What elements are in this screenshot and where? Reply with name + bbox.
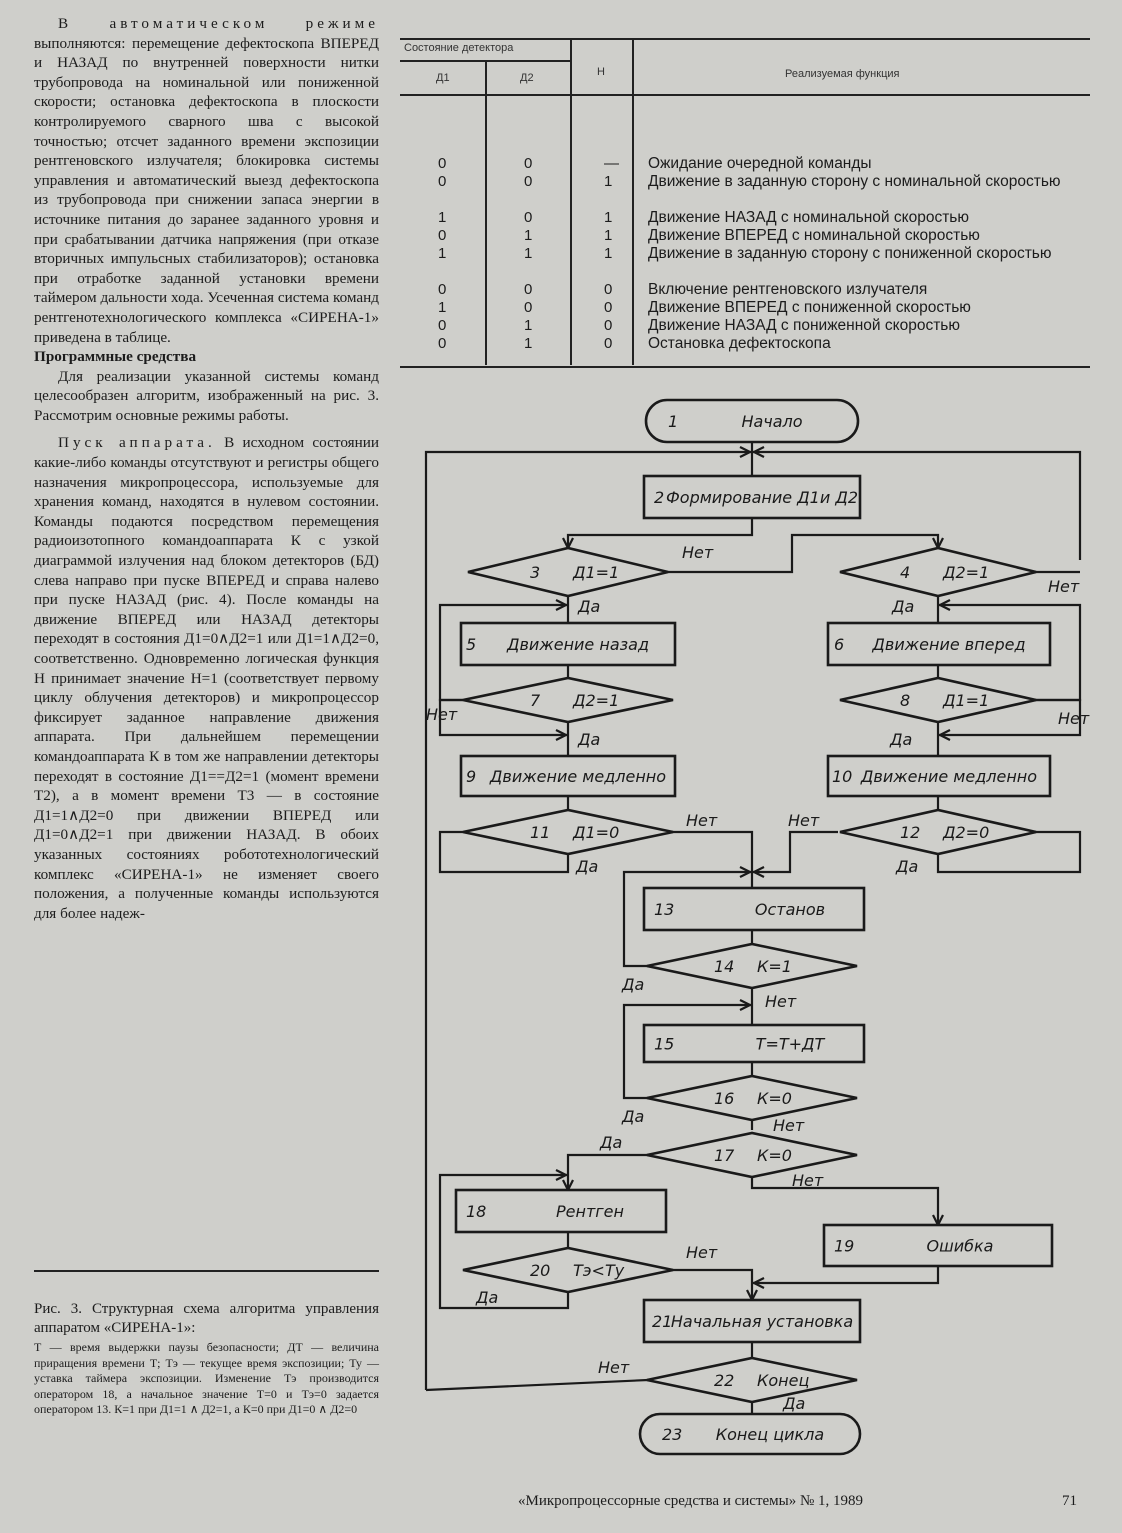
no-label: Нет — [792, 1171, 824, 1190]
table-cell-d2: 1 — [524, 227, 533, 244]
table-group-header: Состояние детектора — [404, 42, 514, 54]
step-number: 18 — [466, 1202, 487, 1221]
yes-label: Да — [476, 1288, 499, 1307]
step-label: К=0 — [757, 1089, 792, 1108]
yes-label: Да — [622, 1107, 645, 1126]
table-cell-function: Движение НАЗАД с номинальной скоростью — [648, 209, 970, 226]
table-cell-h: 0 — [604, 299, 613, 316]
step-label: Движение назад — [506, 635, 650, 654]
table-header-d1: Д1 — [436, 72, 450, 84]
flow-connector — [568, 518, 752, 548]
step-label: Д1=1 — [943, 691, 990, 710]
no-label: Нет — [598, 1358, 630, 1377]
step-number: 14 — [714, 957, 735, 976]
caption-notes: Т — время выдержки паузы безопасности; ДТ — величина приращения времени Т; Тэ — текущее время экспозиции; Ту — уставка таймера экспозиции. Изменение Тэ производится оператором 18, а начальное значение Т=0 и Тэ=0 задается оператором 13. К=1 при Д1=1 ∧ Д2=1, а К=0 при Д1=0 ∧ Д2=0 — [34, 1340, 379, 1416]
step-label: Конец цикла — [715, 1425, 825, 1444]
table-cell-function: Ожидание очередной команды — [648, 155, 872, 172]
table-cell-d1: 0 — [438, 173, 447, 190]
yes-label: Да — [896, 857, 919, 876]
step-label: Движение медленно — [489, 767, 667, 786]
step-label: К=0 — [757, 1146, 792, 1165]
table-cell-d1: 0 — [438, 335, 447, 352]
no-label: Нет — [788, 811, 820, 830]
step-label: Останов — [754, 900, 826, 919]
table-cell-function: Движение НАЗАД с пониженной скоростью — [648, 317, 960, 334]
table-cell-d1: 1 — [438, 245, 447, 262]
table-cell-d2: 0 — [524, 155, 533, 172]
table-cell-d2: 1 — [524, 317, 533, 334]
step-number: 21 — [652, 1312, 673, 1331]
step-number: 9 — [466, 767, 477, 786]
table-cell-h: 1 — [604, 227, 613, 244]
table-cell-h: — — [604, 155, 619, 172]
table-header-function: Реализуемая функция — [785, 68, 900, 80]
decision-diamond-n4 — [840, 548, 1036, 596]
table-cell-d1: 0 — [438, 155, 447, 172]
no-label: Нет — [686, 811, 718, 830]
step-number: 10 — [832, 767, 853, 786]
step-label: Д1=0 — [573, 823, 620, 842]
table-cell-h: 1 — [604, 209, 613, 226]
table-cell-d2: 0 — [524, 281, 533, 298]
table-cell-d1: 0 — [438, 281, 447, 298]
no-label: Нет — [426, 705, 458, 724]
step-number: 20 — [530, 1261, 551, 1280]
flow-connector — [752, 1177, 938, 1225]
no-label: Нет — [1058, 709, 1090, 728]
step-label: К=1 — [757, 957, 792, 976]
decision-diamond-n12 — [840, 810, 1036, 854]
step-label: Д2=1 — [573, 691, 620, 710]
table-cell-d2: 1 — [524, 245, 533, 262]
step-number: 15 — [654, 1034, 675, 1054]
flow-connector — [426, 1380, 648, 1390]
table-cell-function: Включение рентгеновского излучателя — [648, 281, 928, 298]
step-number: 22 — [714, 1371, 735, 1390]
page-number: 71 — [1062, 1493, 1077, 1509]
table-cell-h: 0 — [604, 281, 613, 298]
table-cell-d2: 0 — [524, 299, 533, 316]
step-number: 23 — [662, 1425, 683, 1444]
no-label: Нет — [1048, 577, 1080, 596]
flow-connector — [668, 1270, 752, 1300]
step-label: Т=Т+ДТ — [755, 1034, 825, 1054]
yes-label: Да — [892, 597, 915, 616]
table-cell-d2: 1 — [524, 335, 533, 352]
process-box-n15 — [644, 1025, 864, 1062]
table-cell-function: Остановка дефектоскопа — [648, 335, 831, 352]
flow-connector — [752, 1266, 938, 1283]
step-number: 3 — [530, 563, 541, 582]
step-label: Начальная установка — [670, 1312, 854, 1331]
para3-text: В исходном состоянии какие-либо команды отсутствуют и регистры общего назначения микропроцессора, используемые для хранения команд, находятся в нулевом состоянии. Команды подаются посредством перемещения радиоизотопного командоаппарата К с узкой диаграммой излучения над блоком детекторов (БД) слева направо при пуске ВПЕРЕД и справа налево при пуске НАЗАД (рис. 4). После команды на движение ВПЕРЕД или НАЗАД детекторы переходят в состояния Д1=0∧Д2=1 или Д1=1∧Д2=0, соответственно. Одновременно логическая функция Н принимает значение Н=1 (соответствует первому циклу облучения детекторов) и микропроцессор фиксирует заданное направление движения аппарата. При дальнейшем перемещении командоаппарата К в том же направлении детекторы переходят в состояние Д1==Д2=1 (момент времени Т2), а в момент времени Т3 — в состояние Д1=1∧Д2=0 при движении ВПЕРЕД или Д1=0∧Д2=1 при движении НАЗАД. В обоих указанных состояниях робототехнологический комплекс «СИРЕНА-1» не изменяет своего положения, а полученные команды используются для более надеж- — [34, 434, 379, 922]
table-cell-h: 0 — [604, 317, 613, 334]
table-cell-d1: 0 — [438, 227, 447, 244]
yes-label: Да — [578, 597, 601, 616]
flow-connector — [668, 832, 752, 888]
step-number: 2 — [654, 488, 665, 507]
decision-diamond-n17 — [647, 1133, 857, 1177]
step-label: Движение медленно — [860, 767, 1038, 786]
intro-lead: В автоматическом режиме — [58, 15, 379, 32]
no-label: Нет — [682, 543, 714, 562]
table-cell-function: Движение в заданную сторону с номинальной скоростью — [648, 173, 1061, 190]
yes-label: Да — [578, 730, 601, 749]
step-number: 7 — [530, 691, 541, 710]
section-heading: Программные средства — [34, 348, 197, 366]
yes-label: Да — [622, 975, 645, 994]
decision-diamond-n16 — [647, 1076, 857, 1120]
decision-diamond-n22 — [647, 1358, 857, 1402]
step-label: Д2=0 — [943, 823, 990, 842]
decision-diamond-n14 — [647, 944, 857, 988]
no-label: Нет — [765, 992, 797, 1011]
step-label: Рентген — [556, 1202, 624, 1221]
decision-diamond-n8 — [840, 678, 1036, 722]
yes-label: Да — [576, 857, 599, 876]
yes-label: Да — [890, 730, 913, 749]
step-number: 16 — [714, 1089, 735, 1108]
step-label: Движение вперед — [872, 635, 1026, 654]
decision-diamond-n7 — [463, 678, 673, 722]
table-header-d2: Д2 — [520, 72, 534, 84]
yes-label: Да — [600, 1133, 623, 1152]
table-cell-d2: 0 — [524, 209, 533, 226]
paragraph-2: Для реализации указанной системы команд целесообразен алгоритм, изображенный на рис. 3. Рассмотрим основные режимы работы. — [34, 367, 379, 424]
step-number: 6 — [834, 635, 845, 654]
table-cell-d2: 0 — [524, 173, 533, 190]
step-number: 5 — [466, 635, 477, 654]
step-label: Тэ<Ту — [573, 1261, 625, 1280]
caption-title: Рис. 3. Структурная схема алгоритма управления аппаратом «СИРЕНА-1»: — [34, 1301, 379, 1336]
flow-connector — [568, 1155, 648, 1190]
step-label: Конец — [757, 1371, 810, 1390]
step-number: 13 — [654, 900, 675, 919]
decision-diamond-n11 — [463, 810, 673, 854]
step-number: 11 — [530, 823, 551, 842]
table-cell-function: Движение в заданную сторону с пониженной скоростью — [648, 245, 1052, 262]
step-label: Д1=1 — [573, 563, 620, 582]
step-number: 12 — [900, 823, 921, 842]
step-number: 8 — [900, 691, 911, 710]
table-cell-h: 1 — [604, 245, 613, 262]
step-label: Д2=1 — [943, 563, 990, 582]
step-number: 19 — [834, 1236, 855, 1256]
step-label: Ошибка — [926, 1236, 994, 1256]
table-cell-d1: 1 — [438, 299, 447, 316]
table-cell-function: Движение ВПЕРЕД с номинальной скоростью — [648, 227, 980, 244]
intro-text: выполняются: перемещение дефектоскопа ВПЕРЕД и НАЗАД по внутренней поверхности нитки трубопровода на номинальной или пониженной скорости; остановка дефектоскопа в плоскости контролируемого сварного шва с высокой точностью; отсчет заданного времени экспозиции рентгеновского излучателя; блокировка системы управления и автоматический выезд дефектоскопа из трубопровода при снижении запаса энергии в источнике питания до заранее заданного уровня и при срабатывании датчика напряжения (при отказе вторичных импульсных стабилизаторов); остановка при отработке заданной установки времени таймером дальности хода. Усеченная система команд рентгенотехнологического комплекса «СИРЕНА-1» приведена в таблице. — [34, 34, 379, 346]
para3-lead: Пуск аппарата. — [58, 434, 216, 452]
table-header-h: Н — [597, 66, 605, 78]
no-label: Нет — [773, 1116, 805, 1135]
step-label: Формирование Д1и Д2 — [666, 488, 858, 507]
flow-connector — [752, 832, 838, 872]
table-cell-h: 0 — [604, 335, 613, 352]
step-number: 4 — [900, 563, 911, 582]
decision-diamond-n3 — [468, 548, 668, 596]
step-number: 1 — [668, 412, 679, 431]
no-label: Нет — [686, 1243, 718, 1262]
step-label: Начало — [741, 412, 803, 431]
table-cell-d1: 1 — [438, 209, 447, 226]
table-cell-h: 1 — [604, 173, 613, 190]
journal-footer: «Микропроцессорные средства и системы» № 1, 1989 — [518, 1493, 864, 1509]
yes-label: Да — [783, 1394, 806, 1413]
step-number: 17 — [714, 1146, 735, 1165]
table-cell-function: Движение ВПЕРЕД с пониженной скоростью — [648, 299, 971, 316]
decision-diamond-n20 — [463, 1248, 673, 1292]
table-cell-d1: 0 — [438, 317, 447, 334]
